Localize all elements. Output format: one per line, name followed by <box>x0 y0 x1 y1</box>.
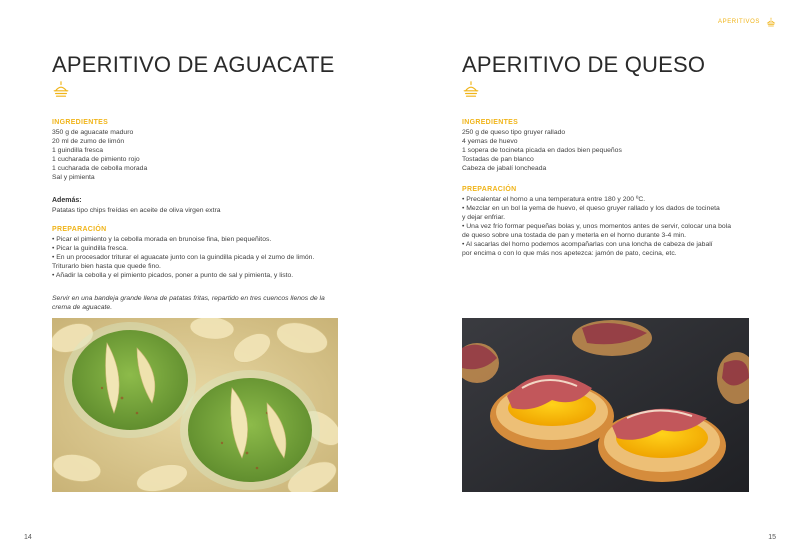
cheese-toast-photo <box>462 318 749 492</box>
preparation-heading: PREPARACIÓN <box>52 226 107 233</box>
preparation-step: • En un procesador triturar el aguacate junto con la guindilla picada y el zumo de limón. <box>52 254 315 261</box>
ademas-heading: Además: <box>52 197 82 204</box>
cloche-icon <box>462 80 480 98</box>
ingredient-item: Cabeza de jabalí loncheada <box>462 165 547 172</box>
ingredient-item: 1 cucharada de pimiento rojo <box>52 156 140 163</box>
preparation-step: y dejar enfriar. <box>462 214 506 221</box>
ingredient-item: 1 cucharada de cebolla morada <box>52 165 148 172</box>
cloche-icon <box>52 80 70 98</box>
preparation-step: de queso sobre una tostada de pan y meterla en el horno durante 3-4 min. <box>462 232 687 239</box>
ingredient-item: 1 guindilla fresca <box>52 147 104 154</box>
section-tag <box>718 17 776 27</box>
ingredients-heading: INGREDIENTES <box>52 119 109 126</box>
ingredient-item: 250 g de queso tipo gruyer rallado <box>462 129 566 136</box>
guacamole-photo <box>52 318 338 492</box>
preparation-step: • Añadir la cebolla y el pimiento picados, poner a punto de sal y pimienta, y listo. <box>52 272 294 279</box>
preparation-step: • Mezclar en un bol la yema de huevo, el queso gruyer rallado y los dados de tocineta <box>462 205 720 212</box>
serving-note: Servir en una bandeja grande llena de patatas fritas, repartido en tres cuencos llenos de la crema de aguacate. <box>52 295 325 311</box>
ingredient-item: Tostadas de pan blanco <box>462 156 534 163</box>
page-number: 15 <box>768 534 776 541</box>
preparation-step: • Al sacarlas del horno podemos acompañarlas con una loncha de cabeza de jabalí <box>462 241 713 248</box>
right-page <box>400 0 800 554</box>
ingredients-heading: INGREDIENTES <box>462 119 519 126</box>
cloche-icon <box>766 17 776 27</box>
ingredients-section <box>52 118 352 182</box>
recipe-title-aguacate: APERITIVO DE AGUACATE <box>52 52 335 77</box>
preparation-heading: PREPARACIÓN <box>462 186 517 193</box>
recipe-title-queso: APERITIVO DE QUESO <box>462 52 706 77</box>
preparation-step: • Picar el pimiento y la cebolla morada en brunoise fina, bien pequeñitos. <box>52 236 272 243</box>
preparation-section <box>462 185 772 258</box>
ingredients-section <box>462 118 772 173</box>
ingredient-item: 4 yemas de huevo <box>462 138 518 145</box>
preparation-step: por encima o con lo que más nos apetezca: jamón de pato, cecina, etc. <box>462 250 677 257</box>
ingredient-item: 20 ml de zumo de limón <box>52 138 125 145</box>
preparation-step: • Picar la guindilla fresca. <box>52 245 129 252</box>
page-number: 14 <box>24 534 32 541</box>
ingredient-item: Sal y pimienta <box>52 174 95 181</box>
preparation-step: Triturarlo bien hasta que quede fino. <box>52 263 161 270</box>
preparation-step: • Una vez frío formar pequeñas bolas y, unos momentos antes de servir, colocar una bola <box>462 223 731 230</box>
ademas-section <box>52 196 352 215</box>
section-label: APERITIVOS <box>717 19 760 25</box>
preparation-section <box>52 225 352 280</box>
ingredient-item: 1 sopera de tocineta picada en dados bien pequeños <box>462 147 622 154</box>
ademas-text: Patatas tipo chips freídas en aceite de oliva virgen extra <box>52 207 221 214</box>
preparation-step: • Precalentar el horno a una temperatura entre 180 y 200 ºC. <box>462 196 646 203</box>
ingredient-item: 350 g de aguacate maduro <box>52 129 134 136</box>
